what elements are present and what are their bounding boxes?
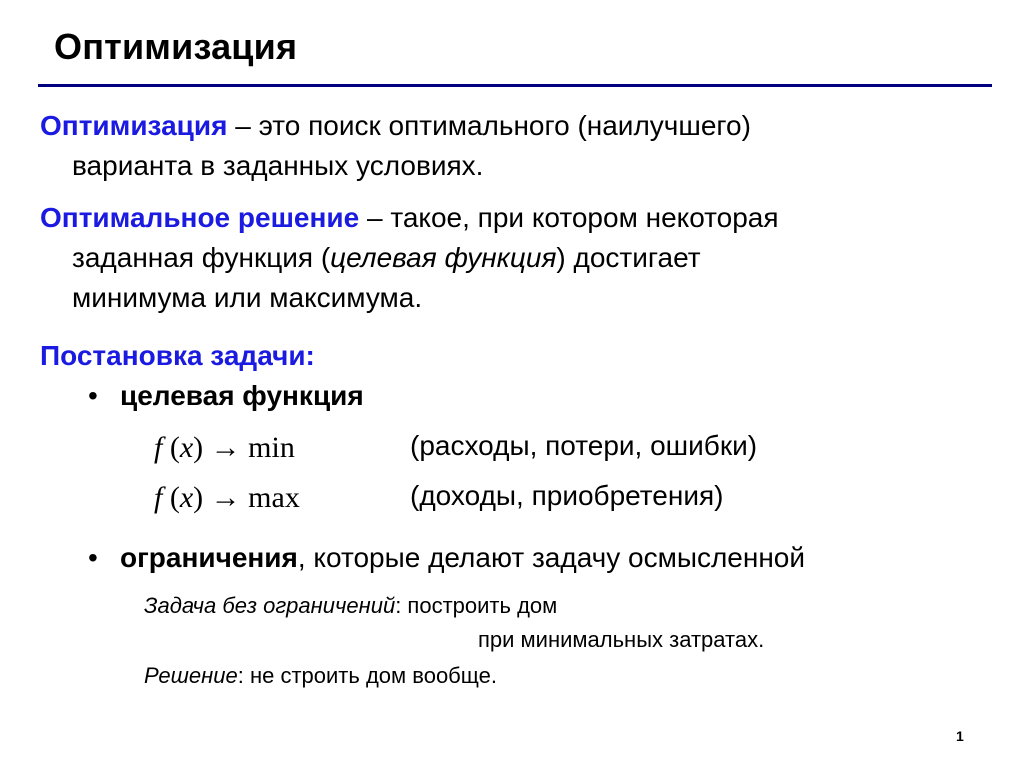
title-divider (38, 84, 992, 87)
example-task-continued: при минимальных затратах. (478, 627, 765, 652)
example-solution (144, 661, 497, 691)
example-task (144, 591, 557, 621)
term-optimal-solution: Оптимальное решение (40, 202, 360, 233)
formula-min-f: f (154, 431, 163, 464)
example-solution-text: : не строить дом вообще. (237, 663, 497, 688)
constraints-label: ограничения (120, 542, 298, 573)
bullet-objective-function (88, 376, 364, 416)
max-note: (доходы, приобретения) (410, 480, 724, 511)
page-number: 1 (956, 728, 964, 744)
slide-title: Оптимизация (54, 26, 298, 67)
formula-max-f: f (154, 481, 163, 514)
definition-optimization (40, 106, 751, 186)
formula-max-open: ( (162, 481, 180, 514)
definition-optimization-text-2: варианта в заданных условиях. (72, 150, 484, 181)
formula-min-x: x (179, 431, 194, 464)
example-task-label: Задача без ограничений (144, 593, 396, 618)
formula-min-close: ) (193, 431, 204, 464)
objective-function-italic: целевая функция (330, 242, 557, 273)
formula-max-op: max (248, 481, 300, 514)
formula-max-close: ) (193, 481, 204, 514)
line2-after: ) достигает (556, 242, 701, 273)
bullet-dot: • (88, 380, 98, 411)
formula-max-x: x (179, 481, 194, 514)
min-note: (расходы, потери, ошибки) (410, 430, 758, 461)
term-optimization: Оптимизация (40, 110, 228, 141)
bullet-dot: • (88, 542, 98, 573)
formula-min-open: ( (162, 431, 180, 464)
problem-heading (40, 336, 315, 376)
problem-heading-text: Постановка задачи: (40, 340, 315, 371)
line2-before: заданная функция ( (72, 242, 331, 273)
definition-optimization-text: – это поиск оптимального (наилучшего) (227, 110, 751, 141)
bullet-constraints (88, 538, 805, 578)
objective-function-label: целевая функция (120, 380, 364, 411)
example-task-text: : построить дом (395, 593, 558, 618)
formula-max (154, 478, 300, 518)
example-solution-label: Решение (144, 663, 238, 688)
formula-max-arrow: → (203, 481, 249, 514)
definition-optimal-solution-line-2 (40, 238, 779, 278)
formula-min-op: min (248, 431, 295, 464)
definition-optimal-solution-line-3: минимума или максимума. (72, 282, 423, 313)
definition-optimal-solution (40, 198, 779, 318)
constraints-text: , которые делают задачу осмысленной (297, 542, 806, 573)
formula-min-arrow: → (203, 431, 249, 464)
definition-optimal-solution-text: – такое, при котором некоторая (359, 202, 779, 233)
formula-min (154, 428, 295, 468)
